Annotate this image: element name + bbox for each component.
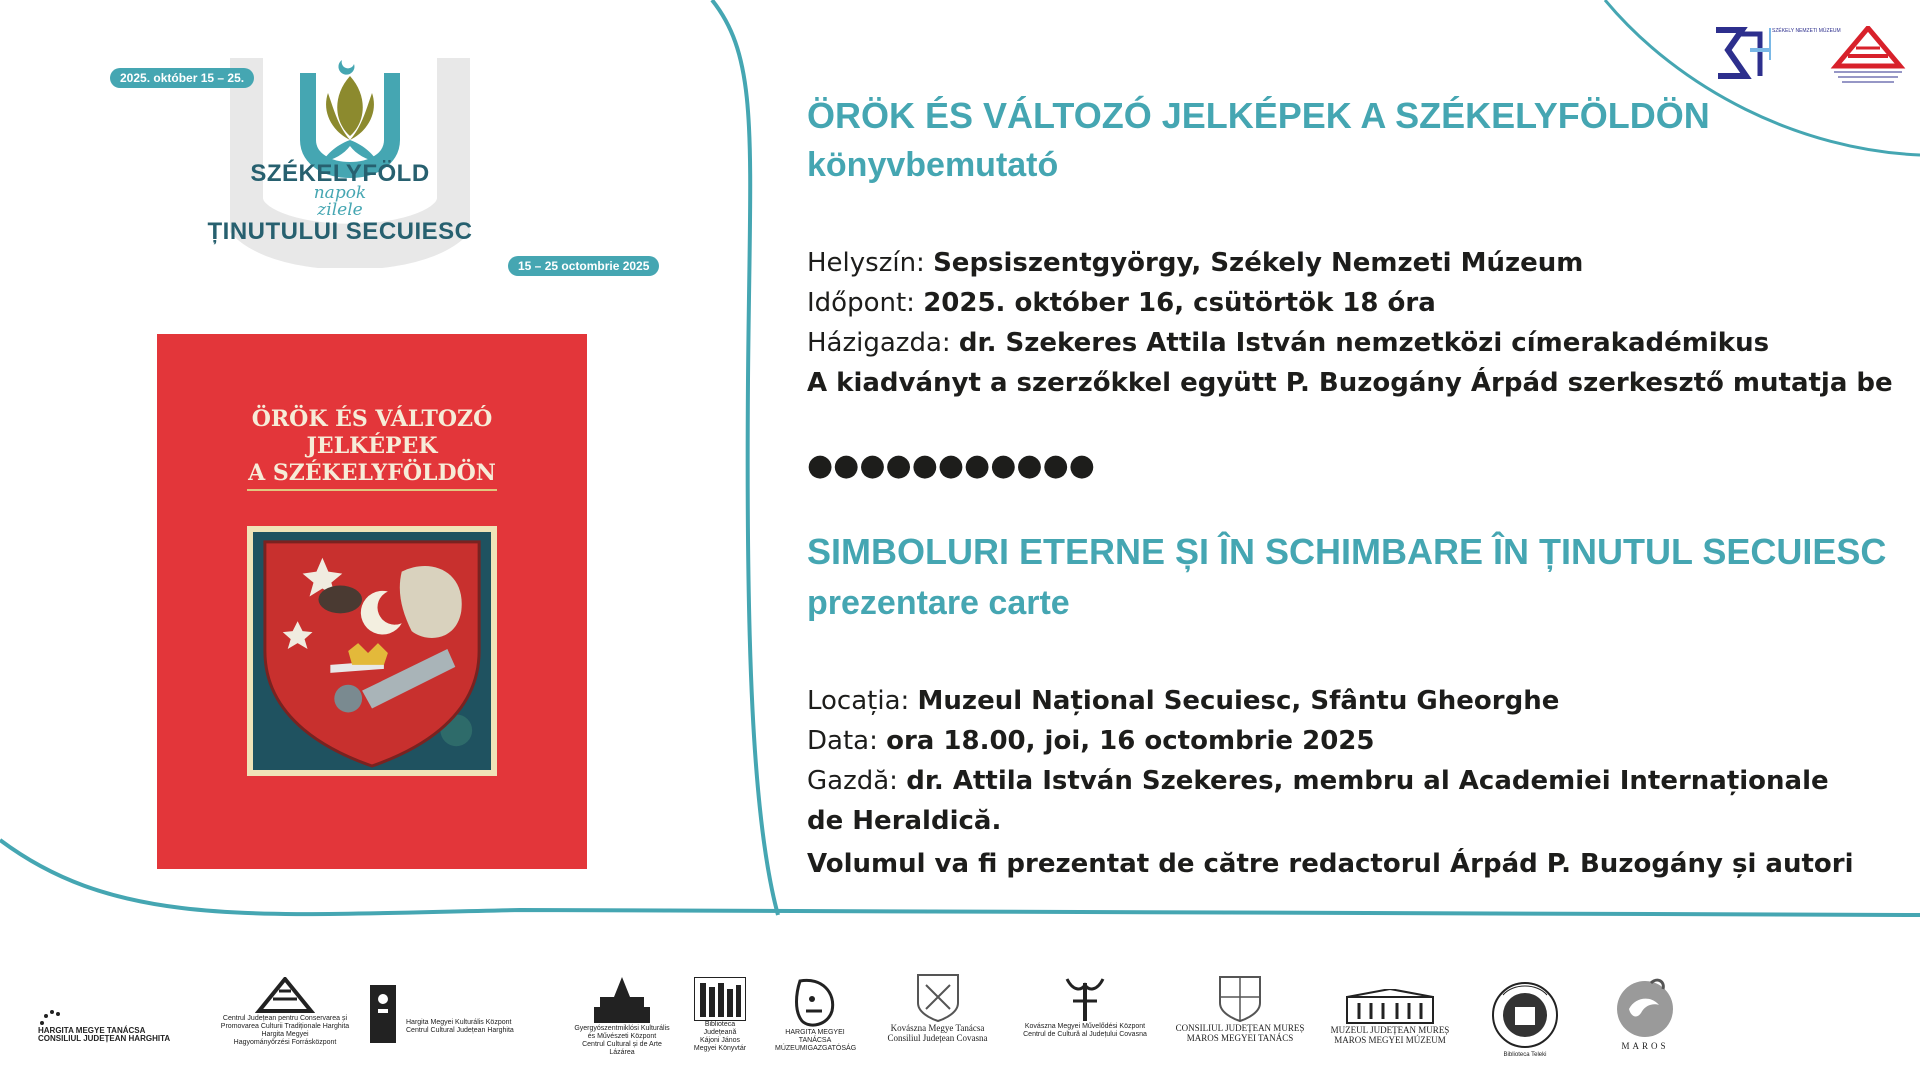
- hu-host-line: [807, 323, 1769, 363]
- book-cover-title: ÖRÖK ÉS VÁLTOZÓ JELKÉPEK A SZÉKELYFÖLDÖN: [248, 406, 496, 486]
- hu-venue-label: Helyszín:: [807, 248, 934, 278]
- book-cover-coat-of-arms: [247, 526, 497, 776]
- teleki-seal-icon: [1489, 979, 1561, 1051]
- cultural-center-icon: [370, 985, 396, 1043]
- covasna-council-text: Kovászna Megye Tanácsa Consiliul Județean Covasna: [887, 1023, 988, 1043]
- teleki-library-text: Biblioteca Teleki: [1503, 1052, 1547, 1058]
- festival-word-ro: zilele: [317, 200, 363, 220]
- covasna-council-logo: [875, 973, 1000, 1043]
- church-building-icon: [590, 973, 654, 1025]
- ro-venue-value: Muzeul Național Secuiesc, Sfântu Gheorghe: [917, 686, 1560, 716]
- tree-symbol-icon: [1063, 973, 1107, 1023]
- mures-council-logo: [1175, 975, 1305, 1043]
- hu-event-title: ÖRÖK ÉS VÁLTOZÓ JELKÉPEK A SZÉKELYFÖLDÖN: [807, 95, 1710, 136]
- gyergyoszentmiklos-center-text: Gyergyószentmiklósi Kulturális és Művészeti Központ Centrul Cultural și de Arte Lázárea: [574, 1025, 670, 1056]
- hu-venue-line: [807, 243, 1583, 283]
- ro-time-value: ora 18.00, joi, 16 octombrie 2025: [886, 726, 1375, 756]
- section-separator: ●●●●●●●●●●●: [807, 448, 1095, 483]
- festival-logo: [110, 40, 650, 290]
- ro-presenter-line: [807, 844, 1854, 884]
- institution-logo-icon: [1828, 26, 1908, 88]
- maros-logo: [1600, 975, 1690, 1051]
- hargita-museum-text: HARGITA MEGYEI TANÁCSA MÚZEUMIGAZGATÓSÁG: [775, 1029, 857, 1052]
- museum-building-icon: [1345, 989, 1435, 1025]
- hargita-council-line2: CONSILIUL JUDEȚEAN HARGHITA: [38, 1034, 171, 1043]
- ro-time-line: [807, 721, 1374, 761]
- museum-logo-text: SZÉKELY NEMZETI MÚZEUM: [1772, 28, 1841, 34]
- hu-time-value: 2025. október 16, csütörtök 18 óra: [923, 288, 1436, 318]
- coat-of-arms-painting: [253, 532, 491, 770]
- ro-host-continued-line: [807, 801, 1001, 841]
- hu-time-line: [807, 283, 1436, 323]
- hu-host-value: dr. Szekeres Attila István nemzetközi címerakadémikus: [958, 328, 1770, 358]
- museum-logo: [1712, 20, 1841, 88]
- mures-museum-text: MUZEUL JUDEȚEAN MUREȘ MAROS MEGYEI MÚZEUM: [1330, 1025, 1450, 1045]
- ro-event-title: SIMBOLURI ETERNE ȘI ÎN SCHIMBARE ÎN ȚINUTUL SECUIESC: [807, 531, 1887, 572]
- festival-date-hu: 2025. október 15 – 25.: [110, 68, 254, 88]
- festival-name-hu: SZÉKELYFÖLD: [250, 160, 430, 187]
- hu-venue-value: Sepsiszentgyörgy, Székely Nemzeti Múzeum: [933, 248, 1584, 278]
- hu-time-label: Időpont:: [807, 288, 924, 318]
- hargita-council-line1: HARGITA MEGYE TANÁCSA: [38, 1026, 146, 1035]
- covasna-cultural-center-text: Kovászna Megyei Művelődési Központ Centrul de Cultură al Județului Covasna: [1023, 1023, 1147, 1038]
- gyergyoszentmiklos-center-logo: [572, 973, 672, 1057]
- covasna-cultural-center-logo: [1010, 973, 1160, 1039]
- ro-host-label: Gazdă:: [807, 766, 907, 796]
- maros-text: MAROS: [1621, 1041, 1669, 1051]
- hu-presenter-line: [807, 363, 1893, 403]
- hargita-museum-logo: [775, 977, 855, 1053]
- hu-event-subtitle: könyvbemutató: [807, 146, 1059, 184]
- covasna-coat-of-arms-icon: [916, 973, 960, 1023]
- ro-presenter: Volumul va fi prezentat de către redactorul Árpád P. Buzogány și autori: [807, 849, 1854, 879]
- ro-venue-label: Locația:: [807, 686, 918, 716]
- festival-word-hu: napok: [313, 183, 367, 203]
- hargita-cultural-center-text: Hargita Megyei Kulturális Központ Centrul Cultural Județean Harghita: [406, 1019, 514, 1034]
- mures-museum-logo: [1325, 989, 1455, 1045]
- folk-pattern-icon: [255, 977, 315, 1015]
- conservation-center-text: Centrul Județean pentru Conservarea și Promovarea Culturii Tradiționale Harghita Hargita Megyei Hagyományőrzési Forrásközpont: [220, 1015, 350, 1046]
- ro-event-subtitle: prezentare carte: [807, 584, 1070, 622]
- partner-logos-top: [1712, 20, 1912, 90]
- hu-host-label: Házigazda:: [807, 328, 959, 358]
- institution-logo: [1828, 26, 1908, 88]
- teleki-library-logo: [1485, 979, 1565, 1059]
- museum-face-icon: [792, 977, 838, 1029]
- mures-coat-of-arms-icon: [1218, 975, 1262, 1023]
- ro-host-continued: de Heraldică.: [807, 806, 1002, 836]
- festival-name-ro: ȚINUTULUI SECUIESC: [207, 218, 473, 245]
- ro-host-line: [807, 761, 1829, 801]
- hargita-dots-icon: [38, 1007, 62, 1027]
- center-divider-curve: [712, 0, 778, 915]
- hargita-council-logo: [38, 1007, 198, 1043]
- footer-partner-logos: [0, 955, 1920, 1065]
- kajoni-library-text: Biblioteca Județeană Kájoni János Megyei Könyvtár: [693, 1021, 747, 1052]
- book-cover: [157, 334, 587, 869]
- ro-venue-line: [807, 681, 1559, 721]
- book-cover-rule: [247, 489, 497, 491]
- ro-host-value: dr. Attila István Szekeres, membru al Academiei Internaționale: [906, 766, 1829, 796]
- conservation-center-logo: [220, 977, 350, 1047]
- hu-presenter: A kiadványt a szerzőkkel együtt P. Buzogány Árpád szerkesztő mutatja be: [807, 368, 1893, 398]
- ro-time-label: Data:: [807, 726, 887, 756]
- festival-date-ro: 15 – 25 octombrie 2025: [508, 256, 659, 276]
- maros-circle-icon: [1605, 975, 1685, 1041]
- mures-council-text: CONSILIUL JUDEȚEAN MUREȘ MAROS MEGYEI TANÁCS: [1175, 1023, 1305, 1043]
- books-icon: [694, 977, 746, 1021]
- kajoni-library-logo: [690, 977, 750, 1053]
